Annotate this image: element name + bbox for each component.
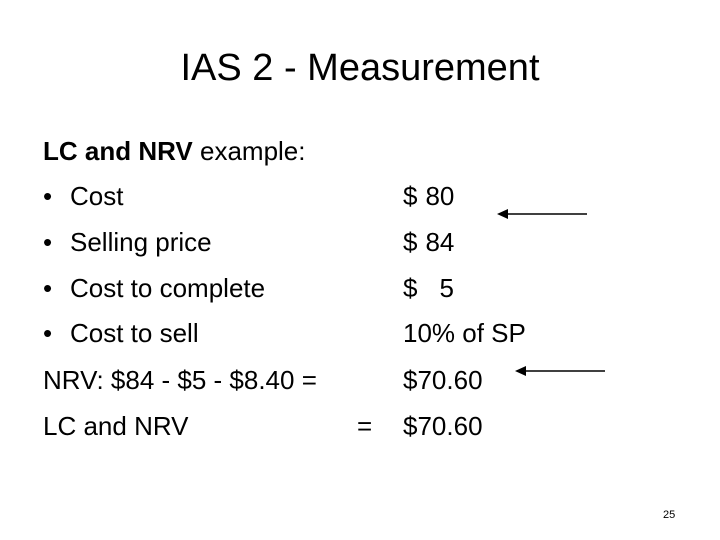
lc-nrv-label: LC and NRV bbox=[43, 411, 189, 441]
nrv-label: NRV: $84 - $5 - $8.40 = bbox=[43, 365, 317, 395]
intro-rest-text: example: bbox=[192, 136, 306, 166]
amount: 80 bbox=[425, 181, 455, 211]
page-number: 25 bbox=[663, 509, 676, 521]
currency-symbol: $ bbox=[403, 181, 418, 211]
bullet-icon: • bbox=[43, 181, 53, 211]
arrow-left-icon bbox=[496, 205, 590, 221]
item-value-selling-price bbox=[403, 226, 454, 258]
slide-title: IAS 2 - Measurement bbox=[180, 47, 540, 89]
item-label: Cost to complete bbox=[70, 273, 266, 303]
item-value-cost-to-complete bbox=[403, 272, 454, 304]
nrv-value: $70.60 bbox=[403, 365, 483, 395]
lc-nrv-value: $70.60 bbox=[403, 411, 483, 441]
intro-line bbox=[43, 135, 306, 167]
item-label: Cost to sell bbox=[70, 318, 199, 348]
item-label: Selling price bbox=[70, 227, 212, 257]
equals-sign: = bbox=[357, 411, 373, 441]
amount: 5 bbox=[439, 273, 454, 303]
currency-symbol: $ bbox=[403, 227, 418, 257]
item-label: Cost bbox=[70, 181, 124, 211]
intro-bold-text: LC and NRV bbox=[43, 136, 193, 166]
list-item-selling-price bbox=[43, 226, 212, 258]
bullet-icon: • bbox=[43, 227, 53, 257]
arrow-left-icon bbox=[514, 362, 608, 378]
currency-symbol: $ bbox=[403, 273, 418, 303]
amount: 84 bbox=[425, 227, 455, 257]
list-item-cost bbox=[43, 180, 123, 212]
item-value-cost bbox=[403, 180, 454, 212]
bullet-icon: • bbox=[43, 273, 53, 303]
bullet-icon: • bbox=[43, 318, 53, 348]
item-value-cost-to-sell: 10% of SP bbox=[403, 318, 526, 348]
list-item-cost-to-sell bbox=[43, 317, 199, 349]
list-item-cost-to-complete bbox=[43, 272, 265, 304]
